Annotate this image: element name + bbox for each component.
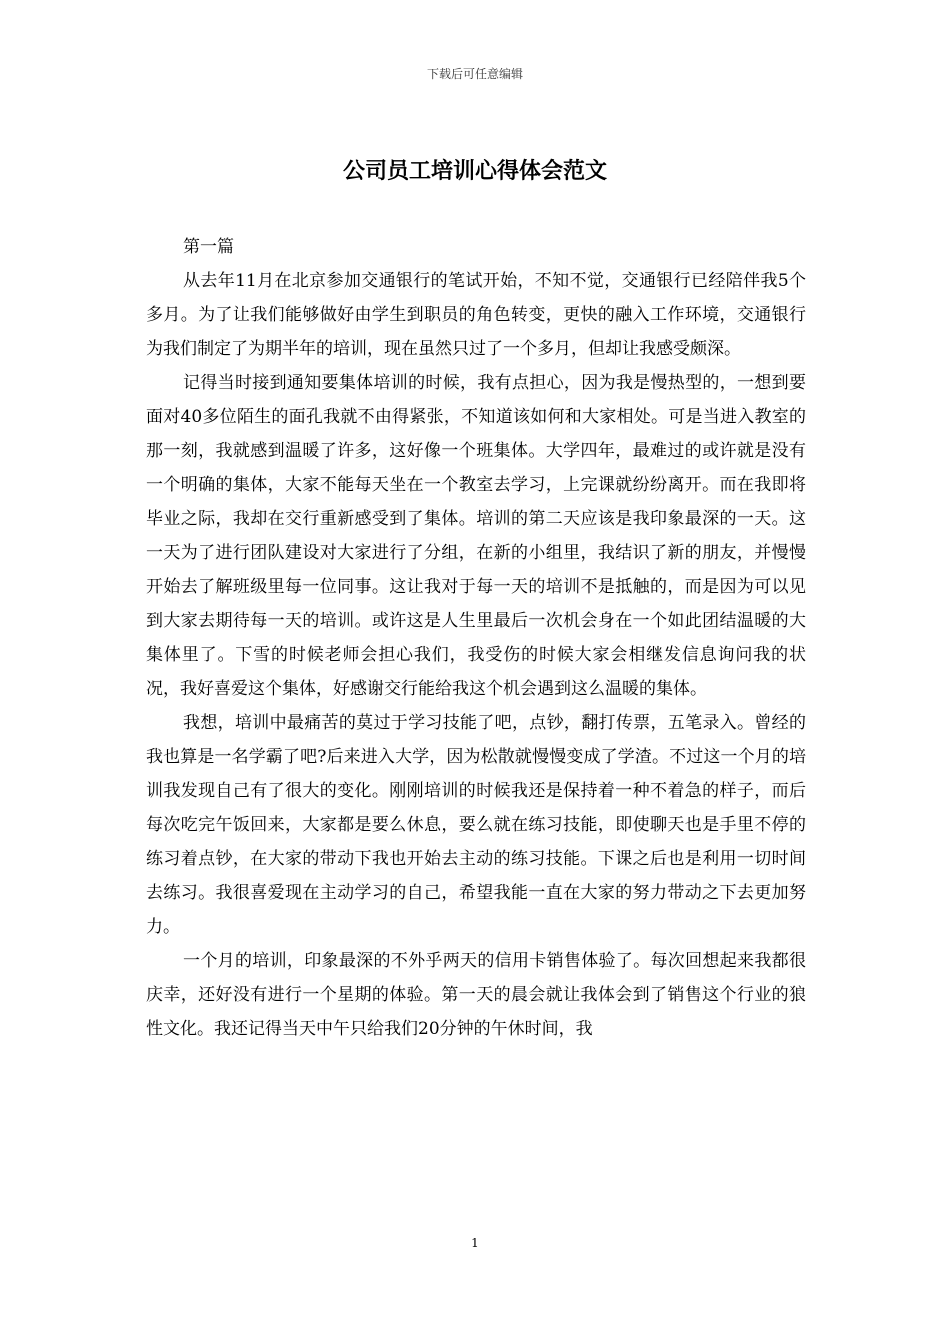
page-number: 1 [471, 1236, 479, 1250]
paragraph-2: 记得当时接到通知要集体培训的时候，我有点担心，因为我是慢热型的，一想到要面对40多位陌生的面孔我就不由得紧张，不知道该如何和大家相处。可是当进入教室的那一刻，我就感到温暖了许多，这好像一个班集体。大学四年，最难过的或许就是没有一个明确的集体，大家不能每天坐在一个教室去学习，上完课就纷纷离开。而在我即将毕业之际，我却在交行重新感受到了集体。培训的第二天应该是我印象最深的一天。这一天为了进行团队建设对大家进行了分组，在新的小组里，我结识了新的朋友，并慢慢开始去了解班级里每一位同事。这让我对于每一天的培训不是抵触的，而是因为可以见到大家去期待每一天的培训。或许这是人生里最后一次机会身在一个如此团结温暖的大集体里了。下雪的时候老师会担心我们，我受伤的时候大家会相继发信息询问我的状况，我好喜爱这个集体，好感谢交行能给我这个机会遇到这么温暖的集体。 [146, 373, 806, 699]
paragraph-1: 从去年11月在北京参加交通银行的笔试开始，不知不觉，交通银行已经陪伴我5个多月。为了让我们能够做好由学生到职员的角色转变，更快的融入工作环境，交通银行为我们制定了为期半年的培训，现在虽然只过了一个多月，但却让我感受颇深。 [146, 271, 806, 359]
paragraph-4: 一个月的培训，印象最深的不外乎两天的信用卡销售体验了。每次回想起来我都很庆幸，还好没有进行一个星期的体验。第一天的晨会就让我体会到了销售这个行业的狼性文化。我还记得当天中午只给我们20分钟的午休时间，我 [146, 951, 806, 1039]
page-header-note: 下载后可任意编辑 [426, 67, 523, 81]
document-body [146, 230, 806, 1046]
section-heading: 第一篇 [183, 237, 234, 257]
paragraph-3: 我想，培训中最痛苦的莫过于学习技能了吧，点钞，翻打传票，五笔录入。曾经的我也算是一名学霸了吧?后来进入大学，因为松散就慢慢变成了学渣。不过这一个月的培训我发现自己有了很大的变化。刚刚培训的时候我还是保持着一种不着急的样子，而后每次吃完午饭回来，大家都是要么休息，要么就在练习技能，即使聊天也是手里不停的练习着点钞，在大家的带动下我也开始去主动的练习技能。下课之后也是利用一切时间去练习。我很喜爱现在主动学习的自己，希望我能一直在大家的努力带动之下去更加努力。 [146, 713, 806, 937]
document-title: 公司员工培训心得体会范文 [342, 158, 607, 184]
